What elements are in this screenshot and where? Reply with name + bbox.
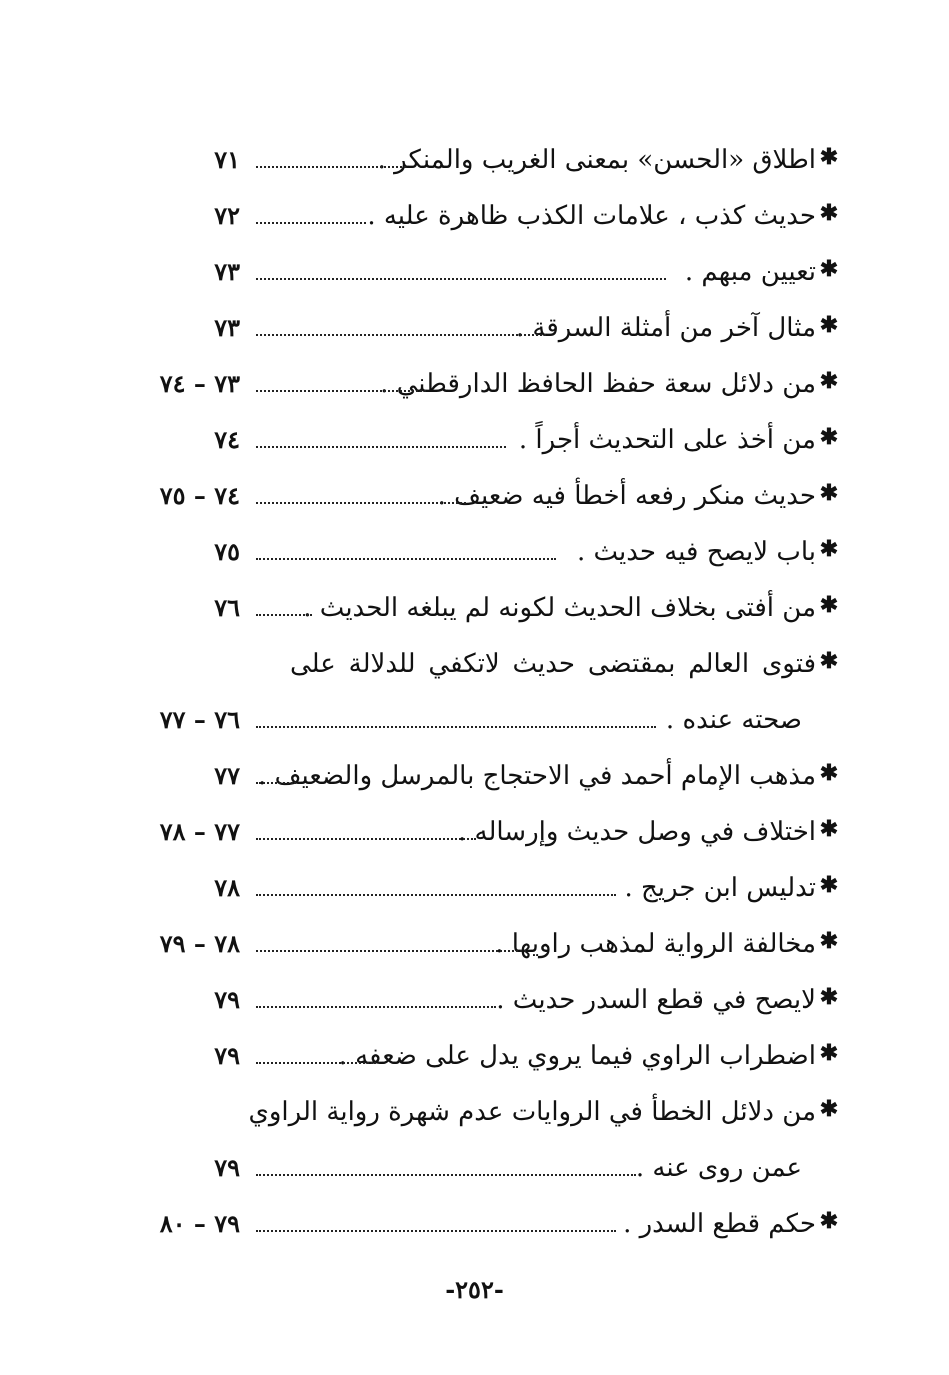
toc-entry-continuation bbox=[120, 700, 840, 744]
bullet-star-icon: ✱ bbox=[819, 816, 839, 842]
toc-entry bbox=[120, 868, 840, 912]
toc-entry bbox=[120, 812, 840, 856]
bullet-star-icon: ✱ bbox=[819, 928, 839, 954]
entry-page-ref: ٧٨ bbox=[214, 873, 240, 902]
toc-entry-continuation bbox=[120, 1148, 840, 1192]
entry-page-ref: ٧٩ – ٨٠ bbox=[159, 1209, 240, 1238]
entry-title: اضطراب الراوي فيما يروي يدل على ضعفه . bbox=[338, 1041, 816, 1071]
dot-leader bbox=[256, 1230, 616, 1232]
entry-page-ref: ٧٧ – ٧٨ bbox=[159, 817, 240, 846]
dot-leader bbox=[256, 1174, 636, 1176]
dot-leader bbox=[256, 558, 556, 560]
toc-entry bbox=[120, 644, 840, 688]
dot-leader bbox=[256, 782, 296, 784]
toc-entry bbox=[120, 980, 840, 1024]
entry-page-ref: ٧٢ bbox=[214, 201, 240, 230]
entry-title: من أخذ على التحديث أجراً . bbox=[518, 425, 816, 455]
entry-title: حكم قطع السدر . bbox=[623, 1209, 816, 1239]
dot-leader bbox=[256, 950, 526, 952]
entry-title: باب لايصح فيه حديث . bbox=[576, 537, 816, 567]
entry-page-ref: ٧٥ bbox=[214, 537, 240, 566]
bullet-star-icon: ✱ bbox=[819, 872, 839, 898]
dot-leader bbox=[256, 166, 406, 168]
bullet-star-icon: ✱ bbox=[819, 1040, 839, 1066]
entry-title: من دلائل الخطأ في الروايات عدم شهرة رواية الراوي bbox=[248, 1097, 816, 1127]
dot-leader bbox=[256, 502, 466, 504]
dot-leader bbox=[256, 1062, 376, 1064]
bullet-star-icon: ✱ bbox=[819, 144, 839, 170]
toc-entry bbox=[120, 924, 840, 968]
entry-title: من دلائل سعة حفظ الحافظ الدارقطني . bbox=[380, 369, 816, 399]
toc-entry bbox=[120, 1036, 840, 1080]
entry-page-ref: ٧٣ – ٧٤ bbox=[159, 369, 240, 398]
toc-entry bbox=[120, 252, 840, 296]
entry-title-continuation: صحته عنده . bbox=[665, 705, 802, 735]
toc-entry bbox=[120, 420, 840, 464]
bullet-star-icon: ✱ bbox=[819, 760, 839, 786]
entry-title-continuation: عمن روى عنه . bbox=[635, 1153, 802, 1183]
toc-entry bbox=[120, 308, 840, 352]
entry-title: حديث كذب ، علامات الكذب ظاهرة عليه . bbox=[367, 201, 816, 231]
entry-page-ref: ٧٧ bbox=[214, 761, 240, 790]
entry-page-ref: ٧٣ bbox=[214, 313, 240, 342]
entry-title: تدليس ابن جريج . bbox=[624, 873, 816, 903]
dot-leader bbox=[256, 278, 666, 280]
entry-title: مثال آخر من أمثلة السرقة . bbox=[515, 313, 816, 343]
entry-page-ref: ٧٦ bbox=[214, 593, 240, 622]
toc-entry bbox=[120, 1204, 840, 1248]
toc-entry bbox=[120, 1092, 840, 1136]
entry-title: لايصح في قطع السدر حديث . bbox=[496, 985, 816, 1015]
entry-page-ref: ٧٤ bbox=[214, 425, 240, 454]
bullet-star-icon: ✱ bbox=[819, 648, 839, 674]
toc-entry bbox=[120, 476, 840, 520]
entry-page-ref: ٧٣ bbox=[214, 257, 240, 286]
bullet-star-icon: ✱ bbox=[819, 424, 839, 450]
entry-title: تعيين مبهم . bbox=[684, 257, 816, 287]
toc-entry bbox=[120, 364, 840, 408]
entry-page-ref: ٧٤ – ٧٥ bbox=[159, 481, 240, 510]
dot-leader bbox=[256, 614, 312, 616]
toc-entry bbox=[120, 756, 840, 800]
entry-page-ref: ٧١ bbox=[214, 145, 240, 174]
entry-page-ref: ٧٩ bbox=[214, 1041, 240, 1070]
bullet-star-icon: ✱ bbox=[819, 256, 839, 282]
bullet-star-icon: ✱ bbox=[819, 312, 839, 338]
toc-entry bbox=[120, 140, 840, 184]
entry-title: فتوى العالم بمقتضى حديث لاتكفي للدلالة على bbox=[290, 649, 816, 679]
dot-leader bbox=[256, 726, 656, 728]
bullet-star-icon: ✱ bbox=[819, 368, 839, 394]
dot-leader bbox=[256, 894, 616, 896]
dot-leader bbox=[256, 446, 506, 448]
bullet-star-icon: ✱ bbox=[819, 200, 839, 226]
dot-leader bbox=[256, 1006, 496, 1008]
toc-entry bbox=[120, 532, 840, 576]
entry-title: حديث منكر رفعه أخطأ فيه ضعيف . bbox=[437, 481, 816, 511]
dot-leader bbox=[256, 390, 426, 392]
entry-title: اطلاق «الحسن» بمعنى الغريب والمنكر . bbox=[377, 145, 816, 175]
toc-entry bbox=[120, 588, 840, 632]
entry-page-ref: ٧٨ – ٧٩ bbox=[159, 929, 240, 958]
entry-title: مذهب الإمام أحمد في الاحتجاج بالمرسل والضعيف . bbox=[258, 761, 816, 791]
bullet-star-icon: ✱ bbox=[819, 480, 839, 506]
bullet-star-icon: ✱ bbox=[819, 1208, 839, 1234]
entry-title: اختلاف في وصل حديث وإرساله . bbox=[457, 817, 816, 847]
toc-entry bbox=[120, 196, 840, 240]
dot-leader bbox=[256, 838, 476, 840]
entry-page-ref: ٧٩ bbox=[214, 1153, 240, 1182]
bullet-star-icon: ✱ bbox=[819, 1096, 839, 1122]
bullet-star-icon: ✱ bbox=[819, 592, 839, 618]
entry-page-ref: ٧٩ bbox=[214, 985, 240, 1014]
entry-title: مخالفة الرواية لمذهب راويها . bbox=[495, 929, 816, 959]
dot-leader bbox=[256, 222, 366, 224]
bullet-star-icon: ✱ bbox=[819, 536, 839, 562]
entry-page-ref: ٧٦ – ٧٧ bbox=[159, 705, 240, 734]
bullet-star-icon: ✱ bbox=[819, 984, 839, 1010]
entry-title: من أفتى بخلاف الحديث لكونه لم يبلغه الحديث . bbox=[303, 593, 816, 623]
dot-leader bbox=[256, 334, 546, 336]
page-number: -٢٥٢- bbox=[445, 1275, 504, 1304]
